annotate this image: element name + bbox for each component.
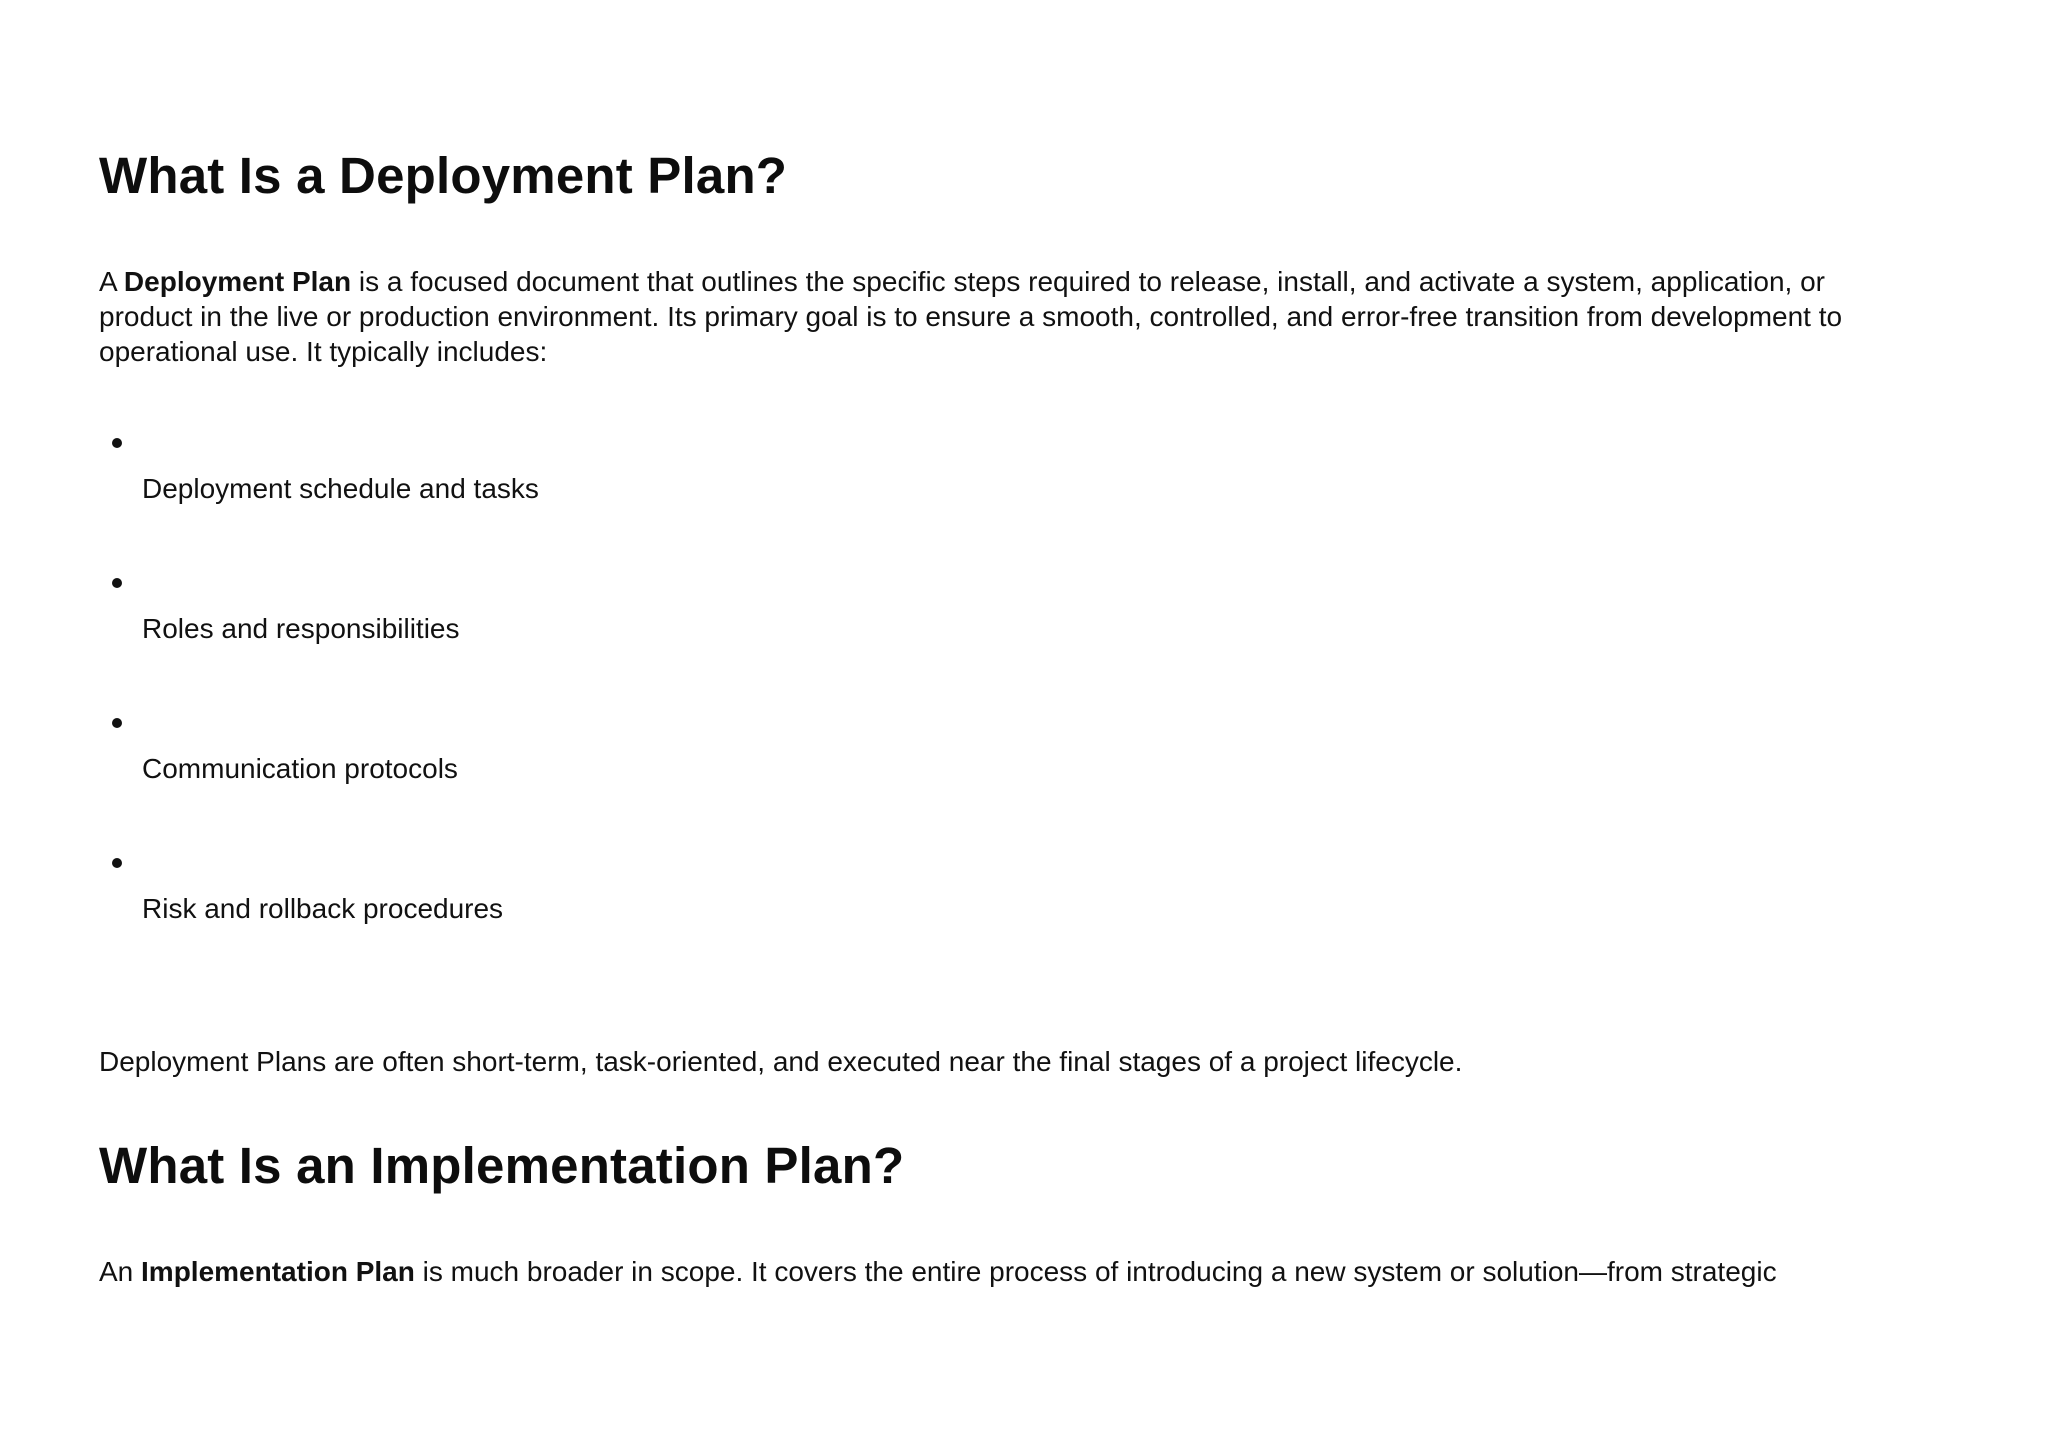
deployment-plan-intro [99,264,1979,369]
intro-term: Implementation Plan [141,1256,415,1287]
bullet-icon [112,718,122,728]
section-heading-implementation-plan: What Is an Implementation Plan? [99,1137,905,1194]
deployment-plan-closing: Deployment Plans are often short-term, task-oriented, and executed near the final stages of a project lifecycle. [99,1046,1463,1077]
bullet-icon [112,858,122,868]
list-item-text: Roles and responsibilities [142,613,460,644]
intro-prefix: A [99,266,117,297]
intro-prefix: An [99,1256,134,1287]
intro-line-2: product in the live or production environment. Its primary goal is to ensure a smooth, controlled, and error-free transition from development to [99,301,1843,332]
intro-line-3: operational use. It typically includes: [99,336,548,367]
section-heading-deployment-plan: What Is a Deployment Plan? [99,147,788,204]
list-item-text: Deployment schedule and tasks [142,473,539,504]
bullet-icon [112,438,122,448]
list-item-text: Risk and rollback procedures [142,893,504,924]
list-item-text: Communication protocols [142,753,458,784]
intro-term: Deployment Plan [123,266,352,297]
bullet-icon [112,578,122,588]
intro-line-1 [99,266,1825,297]
intro-line-1-text: is a focused document that outlines the specific steps required to release, install, and activate a system, application, or [358,266,1826,297]
intro-text: is much broader in scope. It covers the entire process of introducing a new system or solution—from strategic [422,1256,1777,1287]
implementation-plan-intro [99,1254,1979,1289]
